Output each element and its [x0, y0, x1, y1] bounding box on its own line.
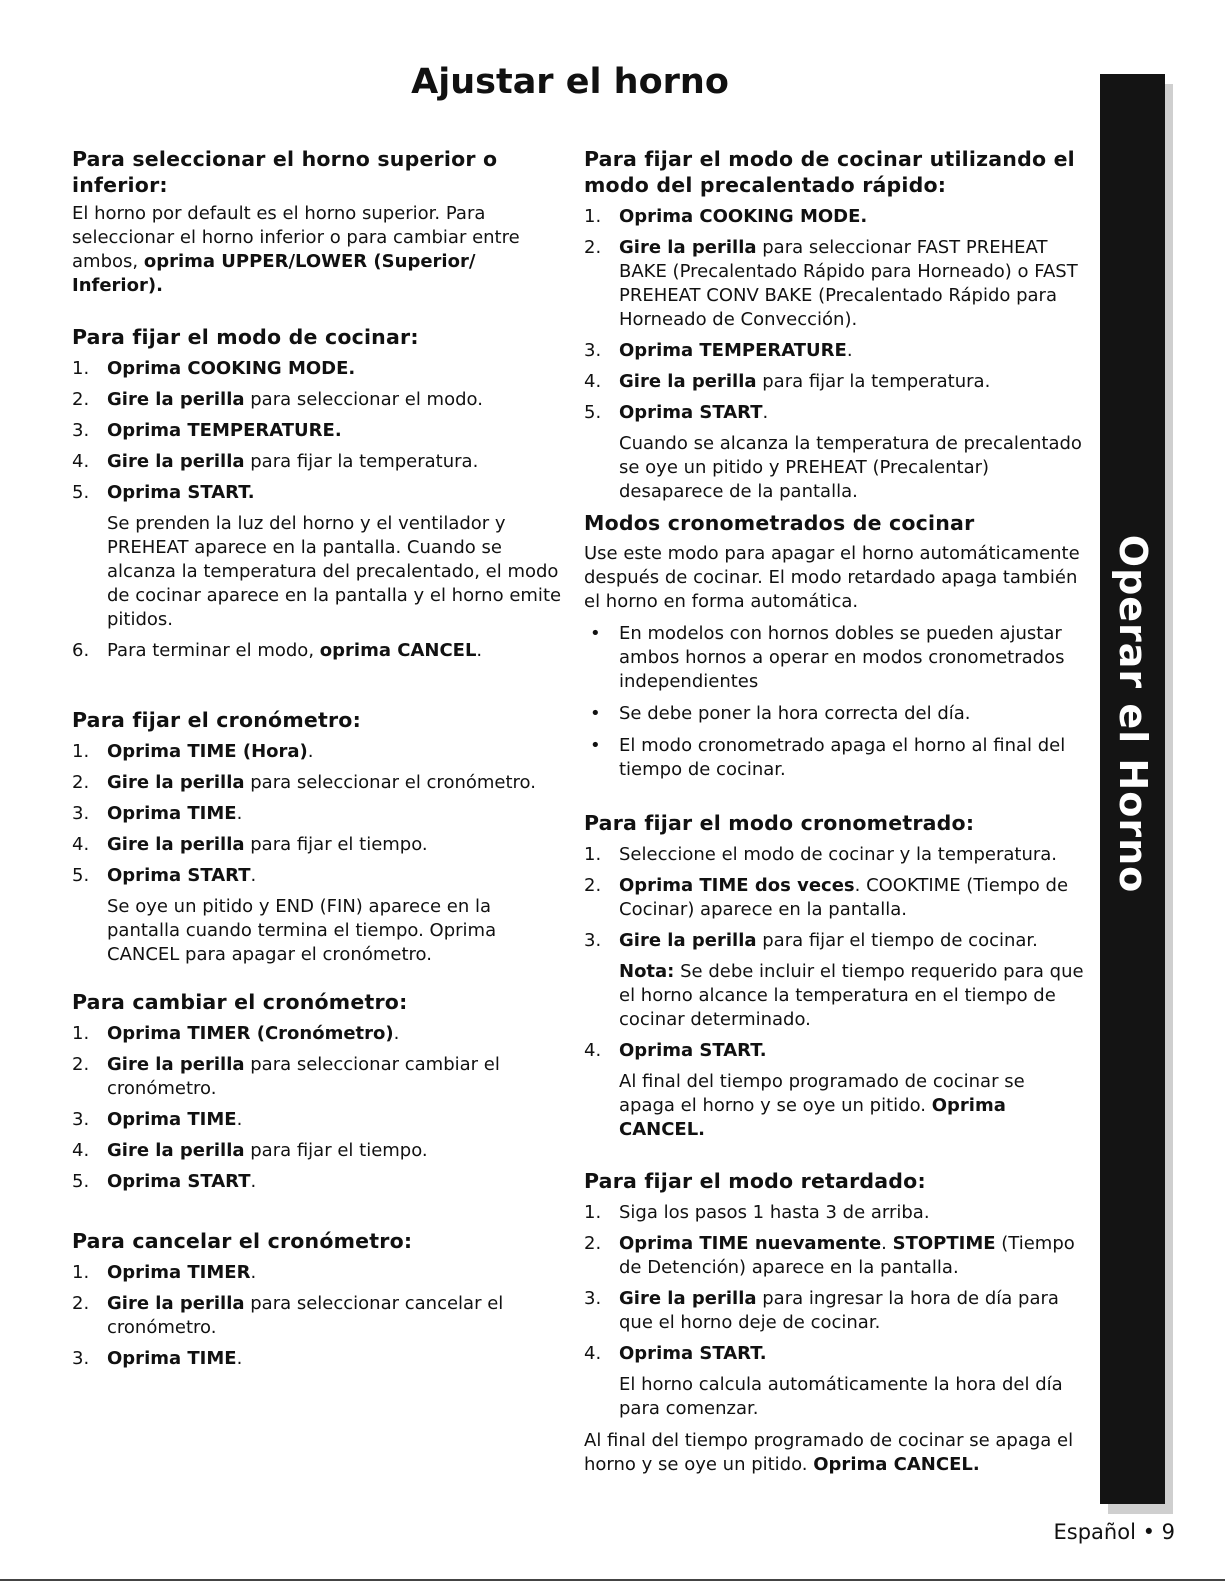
step-text: (Tiempo de Detención) aparece en la pantalla. — [619, 1233, 1075, 1278]
step-list — [72, 1022, 567, 1194]
step-text: . — [393, 1023, 400, 1044]
bold-text: oprima UPPER/LOWER (Superior/ Inferior). — [72, 251, 476, 296]
section-heading: Para cancelar el cronómetro: — [72, 1229, 413, 1253]
step-item — [72, 388, 567, 412]
select-oven-section — [72, 146, 567, 298]
step-bold: Gire la perilla — [107, 834, 245, 855]
section-text: Use este modo para apagar el horno automáticamente después de cocinar. El modo retardado apaga también el horno en forma automática. — [584, 543, 1080, 612]
step-item — [584, 236, 1084, 332]
step-number: 5. — [72, 482, 90, 503]
step-item — [72, 639, 567, 663]
step-number: 3. — [72, 803, 90, 824]
step-number: 4. — [72, 834, 90, 855]
step-item — [72, 481, 567, 632]
step-number: 4. — [584, 1343, 602, 1364]
step-number: 2. — [584, 1233, 602, 1254]
section-text — [72, 202, 567, 298]
bullet-item: • En modelos con hornos dobles se pueden ajustar ambos hornos a operar en modos cronometrados independientes — [584, 622, 1084, 694]
step-item — [72, 833, 567, 857]
step-text: para seleccionar cambiar el cronómetro. — [107, 1054, 500, 1099]
step-text: . — [881, 1233, 893, 1254]
step-item — [584, 339, 1084, 363]
step-note — [619, 1070, 1084, 1142]
section-heading: Para fijar el modo de cocinar utilizando el modo del precalentado rápido: — [584, 147, 1075, 197]
step-list — [584, 1201, 1084, 1421]
step-number: 3. — [584, 1288, 602, 1309]
step-text: Siga los pasos 1 hasta 3 de arriba. — [619, 1202, 930, 1223]
step-bold: Oprima START — [619, 402, 763, 423]
step-item — [72, 771, 567, 795]
note-text: Al final del tiempo programado de cocinar se apaga el horno y se oye un pitido. — [619, 1071, 1025, 1116]
section-heading: Para fijar el modo retardado: — [584, 1169, 926, 1193]
step-text: . — [236, 1109, 243, 1130]
step-bold: Oprima TIMER (Cronómetro) — [107, 1023, 394, 1044]
step-item — [72, 1292, 567, 1340]
step-number: 4. — [72, 451, 90, 472]
delay-mode-section — [584, 1168, 1084, 1477]
step-bold: Oprima TEMPERATURE. — [107, 420, 342, 441]
step-text: para seleccionar el modo. — [244, 389, 483, 410]
step-bold: Oprima START. — [107, 482, 255, 503]
step-number: 4. — [584, 1040, 602, 1061]
section-heading: Para cambiar el cronómetro: — [72, 990, 408, 1014]
step-number: 2. — [72, 1054, 90, 1075]
step-bold: Oprima TIME — [107, 1109, 237, 1130]
step-text: para seleccionar cancelar el cronómetro. — [107, 1293, 504, 1338]
cancel-timer-section — [72, 1228, 567, 1371]
step-number: 3. — [584, 930, 602, 951]
step-text: . — [846, 340, 853, 361]
step-number: 3. — [72, 1109, 90, 1130]
step-text: para seleccionar el cronómetro. — [244, 772, 536, 793]
step-item — [584, 843, 1084, 867]
text-span: Al final del tiempo programado de cocinar se apaga el horno y se oye un pitido. — [584, 1430, 1074, 1475]
step-text: para fijar el tiempo de cocinar. — [756, 930, 1038, 951]
bottom-rule — [0, 1579, 1225, 1581]
step-text: para seleccionar FAST PREHEAT BAKE (Precalentado Rápido para Horneado) o FAST PREHEAT CONV BAKE (Precalentado Rápido para Horneado de Convección). — [619, 237, 1078, 330]
step-item — [72, 1170, 567, 1194]
step-item — [584, 929, 1084, 1032]
left-column — [72, 146, 567, 1371]
step-number: 2. — [72, 389, 90, 410]
step-number: 2. — [72, 1293, 90, 1314]
change-timer-section — [72, 989, 567, 1194]
step-number: 1. — [72, 1023, 90, 1044]
step-number: 1. — [584, 844, 602, 865]
step-note — [619, 960, 1084, 1032]
timed-mode-section — [584, 810, 1084, 1142]
step-item — [72, 802, 567, 826]
step-text: para fijar la temperatura. — [756, 371, 991, 392]
step-item — [584, 1201, 1084, 1225]
cook-mode-section — [72, 324, 567, 663]
step-bold: Gire la perilla — [107, 772, 245, 793]
step-list — [72, 357, 567, 663]
step-item — [72, 864, 567, 967]
step-number: 2. — [72, 772, 90, 793]
text-span: El horno por default es el horno superior. Para seleccionar el horno inferior o para cambiar entre ambos, — [72, 203, 520, 272]
step-bold: Oprima COOKING MODE. — [619, 206, 868, 227]
step-text: . — [250, 865, 257, 886]
step-number: 1. — [72, 358, 90, 379]
step-item — [584, 370, 1084, 394]
step-item — [584, 874, 1084, 922]
step-item — [584, 205, 1084, 229]
step-text: . — [250, 1262, 257, 1283]
page-footer: Español • 9 — [1053, 1520, 1175, 1544]
step-item — [72, 1053, 567, 1101]
step-number: 2. — [584, 237, 602, 258]
step-number: 6. — [72, 640, 90, 661]
step-text: para ingresar la hora de día para que el horno deje de cocinar. — [619, 1288, 1059, 1333]
step-bold: Gire la perilla — [619, 237, 757, 258]
note-text: Se debe incluir el tiempo requerido para que el horno alcance la temperatura en el tiempo de cocinar determinado. — [619, 961, 1084, 1030]
step-bold: Oprima TIME — [107, 803, 237, 824]
step-bold: STOPTIME — [892, 1233, 996, 1254]
set-timer-section — [72, 707, 567, 967]
bold-text: Oprima CANCEL. — [813, 1454, 980, 1475]
step-number: 1. — [584, 1202, 602, 1223]
step-item — [72, 419, 567, 443]
note-label: Nota: — [619, 961, 675, 982]
step-number: 5. — [584, 402, 602, 423]
step-bold: Gire la perilla — [619, 930, 757, 951]
step-item — [72, 1347, 567, 1371]
step-number: 4. — [584, 371, 602, 392]
step-item — [584, 401, 1084, 504]
step-number: 3. — [584, 340, 602, 361]
step-text: para fijar la temperatura. — [244, 451, 479, 472]
step-item — [72, 1139, 567, 1163]
section-text — [584, 1429, 1084, 1477]
section-heading: Para fijar el cronómetro: — [72, 708, 361, 732]
step-list — [72, 1261, 567, 1371]
step-bold: Gire la perilla — [107, 1293, 245, 1314]
step-number: 1. — [72, 741, 90, 762]
step-item — [584, 1232, 1084, 1280]
step-list — [584, 843, 1084, 1142]
side-tab-label: Operar el Horno — [1110, 534, 1155, 894]
fast-preheat-section — [584, 146, 1084, 504]
step-item — [72, 357, 567, 381]
step-item — [584, 1039, 1084, 1142]
step-number: 1. — [72, 1262, 90, 1283]
step-note: Cuando se alcanza la temperatura de precalentado se oye un pitido y PREHEAT (Precalentar) desaparece de la pantalla. — [619, 433, 1082, 502]
step-bold: Oprima TEMPERATURE — [619, 340, 847, 361]
step-text: . COOKTIME (Tiempo de Cocinar) aparece en la pantalla. — [619, 875, 1069, 920]
step-bold: Oprima START. — [619, 1343, 767, 1364]
step-bold: Oprima TIME dos veces — [619, 875, 855, 896]
step-bold: Gire la perilla — [107, 451, 245, 472]
right-column — [584, 146, 1084, 1477]
step-note: Se prenden la luz del horno y el ventilador y PREHEAT aparece en la pantalla. Cuando se alcanza la temperatura del precalentado, el modo de cocinar aparece en la pantalla y el horno emite pitidos. — [107, 513, 562, 630]
step-list — [584, 205, 1084, 504]
section-heading: Modos cronometrados de cocinar — [584, 511, 975, 535]
step-item — [584, 1342, 1084, 1421]
step-number: 5. — [72, 865, 90, 886]
step-text: Seleccione el modo de cocinar y la temperatura. — [619, 844, 1058, 865]
step-bold: Oprima TIME — [107, 1348, 237, 1369]
step-note: Se oye un pitido y END (FIN) aparece en la pantalla cuando termina el tiempo. Oprima CANCEL para apagar el cronómetro. — [107, 896, 497, 965]
bullet-list — [584, 622, 1084, 782]
step-bold: Gire la perilla — [619, 1288, 757, 1309]
step-bold: Oprima TIME nuevamente — [619, 1233, 882, 1254]
bullet-item: • El modo cronometrado apaga el horno al final del tiempo de cocinar. — [584, 734, 1084, 782]
section-heading: Para fijar el modo de cocinar: — [72, 325, 419, 349]
step-bold: Gire la perilla — [619, 371, 757, 392]
note-bold: Oprima CANCEL. — [619, 1095, 1006, 1140]
step-list — [72, 740, 567, 967]
step-number: 1. — [584, 206, 602, 227]
step-item — [72, 740, 567, 764]
step-bold: Oprima START. — [619, 1040, 767, 1061]
step-item — [72, 1022, 567, 1046]
step-item — [72, 1261, 567, 1285]
step-bold: Oprima START — [107, 865, 251, 886]
step-bold: oprima CANCEL — [319, 640, 477, 661]
step-bold: Oprima TIME (Hora) — [107, 741, 308, 762]
step-bold: Gire la perilla — [107, 1054, 245, 1075]
step-number: 4. — [72, 1140, 90, 1161]
step-number: 5. — [72, 1171, 90, 1192]
step-bold: Gire la perilla — [107, 389, 245, 410]
step-text: . — [307, 741, 314, 762]
step-number: 3. — [72, 1348, 90, 1369]
step-text: . — [250, 1171, 257, 1192]
step-text: . — [762, 402, 769, 423]
step-bold: Oprima TIMER — [107, 1262, 251, 1283]
step-text: . — [236, 1348, 243, 1369]
page-title: Ajustar el horno — [411, 62, 729, 102]
step-text: para fijar el tiempo. — [244, 834, 428, 855]
side-tab — [1100, 74, 1165, 1504]
step-bold: Oprima START — [107, 1171, 251, 1192]
bullet-item: • Se debe poner la hora correcta del día. — [584, 702, 1084, 726]
step-item — [72, 1108, 567, 1132]
step-number: 3. — [72, 420, 90, 441]
section-heading: Para fijar el modo cronometrado: — [584, 811, 975, 835]
step-item — [72, 450, 567, 474]
step-note: El horno calcula automáticamente la hora del día para comenzar. — [619, 1374, 1063, 1419]
timed-modes-section — [584, 510, 1084, 782]
step-bold: Gire la perilla — [107, 1140, 245, 1161]
step-text: . — [236, 803, 243, 824]
step-text: para fijar el tiempo. — [244, 1140, 428, 1161]
step-bold: Oprima COOKING MODE. — [107, 358, 356, 379]
step-text: Para terminar el modo, — [107, 640, 320, 661]
step-number: 2. — [584, 875, 602, 896]
step-item — [584, 1287, 1084, 1335]
step-text: . — [476, 640, 483, 661]
section-heading: Para seleccionar el horno superior o inferior: — [72, 147, 498, 197]
